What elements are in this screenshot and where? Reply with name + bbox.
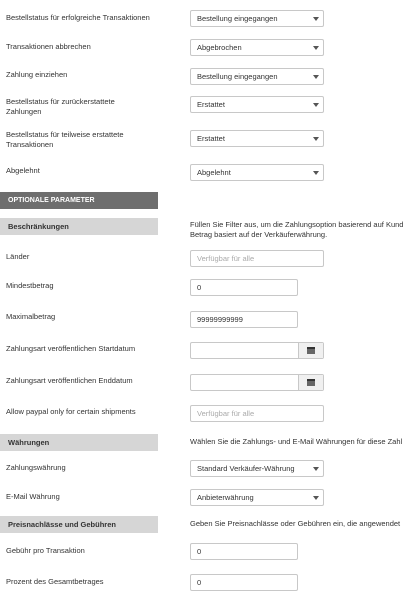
partial-label-line1: Bestellstatus für teilweise erstattete (6, 130, 124, 139)
collect-label: Zahlung einziehen (6, 70, 68, 79)
payment-currency-value: Standard Verkäufer-Währung (197, 464, 295, 473)
restrictions-desc-line2: Betrag basiert auf der Verkäuferwährung. (190, 230, 328, 239)
min-amount-label: Mindestbetrag (6, 281, 54, 290)
refunded-value: Erstattet (197, 100, 225, 109)
chevron-down-icon (313, 496, 319, 500)
currencies-description: Wählen Sie die Zahlungs- und E-Mail Währungen für diese Zahl (190, 437, 403, 446)
partial-label (6, 130, 124, 150)
partial-value: Erstattet (197, 134, 225, 143)
chevron-down-icon (313, 17, 319, 21)
countries-input[interactable]: Verfügbar für alle (190, 250, 324, 267)
email-currency-select[interactable] (190, 489, 324, 506)
collect-select[interactable] (190, 68, 324, 85)
percent-total-label: Prozent des Gesamtbetrages (6, 577, 104, 586)
chevron-down-icon (313, 46, 319, 50)
refunded-label-line2: Zahlungen (6, 107, 42, 116)
currencies-header: Währungen (0, 434, 158, 451)
fee-per-transaction-input[interactable]: 0 (190, 543, 298, 560)
min-amount-input[interactable]: 0 (190, 279, 298, 296)
start-date-label: Zahlungsart veröffentlichen Startdatum (6, 344, 136, 353)
declined-label: Abgelehnt (6, 166, 40, 175)
fees-description: Geben Sie Preisnachlässe oder Gebühren ein, die angewendet (190, 519, 401, 528)
cancel-select[interactable] (190, 39, 324, 56)
percent-total-input[interactable]: 0 (190, 574, 298, 591)
shipments-input[interactable]: Verfügbar für alle (190, 405, 324, 422)
start-date-input[interactable] (190, 342, 324, 359)
restrictions-description (190, 220, 414, 240)
chevron-down-icon (313, 137, 319, 141)
chevron-down-icon (313, 467, 319, 471)
cancel-label: Transaktionen abbrechen (6, 42, 91, 51)
successful-status-label: Bestellstatus für erfolgreiche Transaktionen (6, 13, 150, 22)
payment-currency-label: Zahlungswährung (6, 463, 66, 472)
partial-select[interactable] (190, 130, 324, 147)
shipments-label: Allow paypal only for certain shipments (6, 407, 136, 416)
end-date-picker-button[interactable] (298, 375, 323, 390)
declined-select[interactable] (190, 164, 324, 181)
email-currency-label: E-Mail Währung (6, 492, 60, 501)
email-currency-value: Anbieterwährung (197, 493, 254, 502)
declined-value: Abgelehnt (197, 168, 231, 177)
calendar-icon (307, 347, 315, 354)
calendar-icon (307, 379, 315, 386)
refunded-label-line1: Bestellstatus für zurückerstattete (6, 97, 115, 106)
restrictions-header: Beschränkungen (0, 218, 158, 235)
end-date-input[interactable] (190, 374, 324, 391)
payment-currency-select[interactable] (190, 460, 324, 477)
max-amount-label: Maximalbetrag (6, 312, 56, 321)
successful-status-select[interactable] (190, 10, 324, 27)
chevron-down-icon (313, 75, 319, 79)
end-date-label: Zahlungsart veröffentlichen Enddatum (6, 376, 133, 385)
restrictions-desc-line1: Füllen Sie Filter aus, um die Zahlungsoption basierend auf Kund (190, 220, 404, 229)
partial-label-line2: Transaktionen (6, 140, 54, 149)
cancel-value: Abgebrochen (197, 43, 242, 52)
chevron-down-icon (313, 103, 319, 107)
chevron-down-icon (313, 171, 319, 175)
fee-per-transaction-label: Gebühr pro Transaktion (6, 546, 85, 555)
optional-parameters-header: OPTIONALE PARAMETER (0, 192, 158, 209)
start-date-picker-button[interactable] (298, 343, 323, 358)
collect-value: Bestellung eingegangen (197, 72, 278, 81)
fees-header: Preisnachlässe und Gebühren (0, 516, 158, 533)
max-amount-input[interactable]: 99999999999 (190, 311, 298, 328)
refunded-select[interactable] (190, 96, 324, 113)
successful-status-value: Bestellung eingegangen (197, 14, 278, 23)
refunded-label (6, 97, 115, 117)
countries-label: Länder (6, 252, 30, 261)
